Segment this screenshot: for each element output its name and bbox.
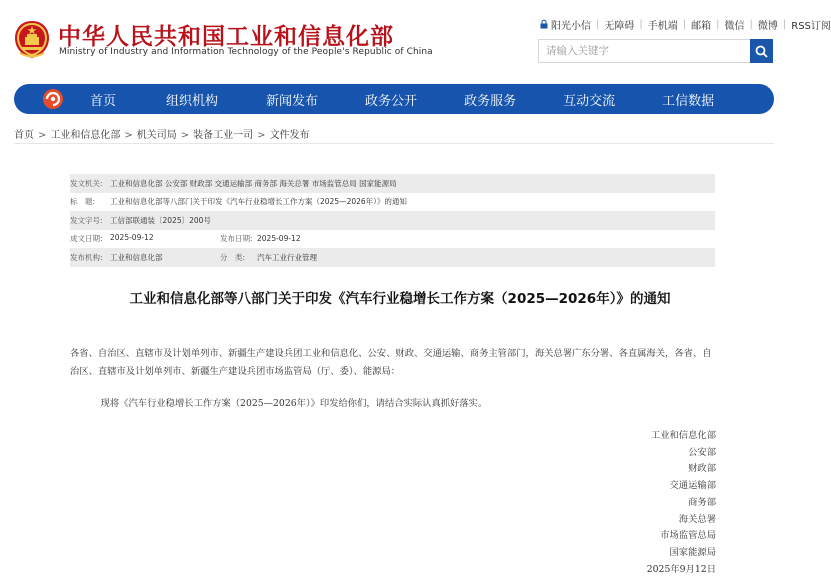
signatory: 财政部 [688,463,716,475]
toplink-mail[interactable]: 邮箱 [691,21,712,32]
meta-label: 发文字号: [70,215,103,225]
nav-services[interactable]: 政务服务 [464,93,517,109]
meta-label: 分 类: [220,252,246,262]
meta-docno: 工信部联通装〔2025〕200号 [110,215,211,225]
signatory: 海关总署 [678,513,716,525]
meta-label: 标 题: [70,197,96,207]
search-button[interactable] [750,39,773,63]
breadcrumb-ministry[interactable]: 工业和信息化部 [50,130,121,141]
meta-title: 工业和信息化部等八部门关于印发《汽车行业稳增长工作方案（2025—2026年）》的通知 [110,197,407,207]
meta-org: 工业和信息化部 [110,252,163,262]
meta-title-row [70,193,715,212]
breadcrumb-documents[interactable]: 文件发布 [269,130,310,141]
meta-docno-row [70,211,715,230]
lock-icon [540,20,548,29]
divider: | [782,19,787,30]
nav-home[interactable]: 首页 [90,93,117,109]
nav-gov-affairs[interactable]: 政务公开 [365,93,418,109]
meta-label: 成文日期: [70,234,103,244]
meta-issuer-row [70,174,715,193]
toplink-sunshine[interactable]: 阳光小信 [551,21,591,32]
divider: | [716,19,720,30]
meta-issuer: 工业和信息化部 公安部 财政部 交通运输部 商务部 海关总署 市场监管总局 国家能源局 [110,178,397,188]
top-links [540,17,831,32]
ministry-logo-icon [42,88,64,110]
breadcrumb-departments[interactable]: 机关司局 [136,130,177,141]
divider: | [596,19,600,30]
breadcrumb-equipment-dept[interactable]: 装备工业一司 [193,130,254,141]
signatory: 市场监管总局 [660,530,716,542]
toplink-rss[interactable]: RSS订阅 [791,21,831,32]
nav-data[interactable]: 工信数据 [662,93,715,109]
signatory: 工业和信息化部 [650,430,716,441]
divider: | [749,19,753,30]
search-input[interactable] [538,39,750,63]
signatory: 交通运输部 [669,480,716,492]
toplink-accessibility[interactable]: 无障碍 [604,21,635,32]
search-box [538,39,773,63]
signatory: 公安部 [688,446,716,458]
meta-org-row [70,248,715,267]
site-header [0,0,831,78]
toplink-mobile[interactable]: 手机端 [647,21,678,32]
toplink-wechat[interactable]: 微信 [724,21,745,32]
divider: | [682,19,687,30]
nav-organization[interactable]: 组织机构 [166,93,219,109]
document-meta [70,174,715,267]
nav-interaction[interactable]: 互动交流 [563,93,616,109]
nav-news[interactable]: 新闻发布 [266,93,319,109]
meta-label: 发布日期: [220,234,253,244]
article-paragraph: 现将《汽车行业稳增长工作方案（2025—2026年）》印发给你们，请结合实际认真抓好落实。 [100,398,488,409]
signatory: 商务部 [688,496,716,508]
signature-date: 2025年9月12日 [646,563,716,575]
breadcrumb-home[interactable]: 首页 [14,130,34,141]
meta-label: 发文机关: [70,178,103,188]
site-title-cn[interactable]: 中华人民共和国工业和信息化部 [58,24,394,50]
meta-created: 2025-09-12 [110,233,154,243]
breadcrumb: 首页 > 工业和信息化部 > 机关司局 > 装备工业一司 > 文件发布 [14,130,310,141]
meta-label: 发布机构: [70,252,103,262]
main-nav [14,84,774,114]
meta-published: 2025-09-12 [257,234,301,244]
signature-block [647,428,716,578]
national-emblem-icon [14,20,50,60]
signatory: 国家能源局 [669,546,716,558]
divider: | [639,19,643,30]
toplink-weibo[interactable]: 微博 [757,21,778,32]
meta-dates-row [70,230,715,249]
search-icon [755,45,768,58]
divider [14,143,774,144]
article-title: 工业和信息化部等八部门关于印发《汽车行业稳增长工作方案（2025—2026年）》的通知 [129,291,671,307]
site-title-en: Ministry of Industry and Information Technology of the People's Republic of China [59,47,433,57]
meta-category: 汽车工业行业管理 [257,252,317,262]
article-addressees: 各省、自治区、直辖市及计划单列市、新疆生产建设兵团工业和信息化、公安、财政、交通运输、商务主管部门，海关总署广东分署、各直属海关，各省、自治区、直辖市及计划单列市、新疆生产建设兵团市场监管局（厅、委）、能源局： [70,348,712,377]
